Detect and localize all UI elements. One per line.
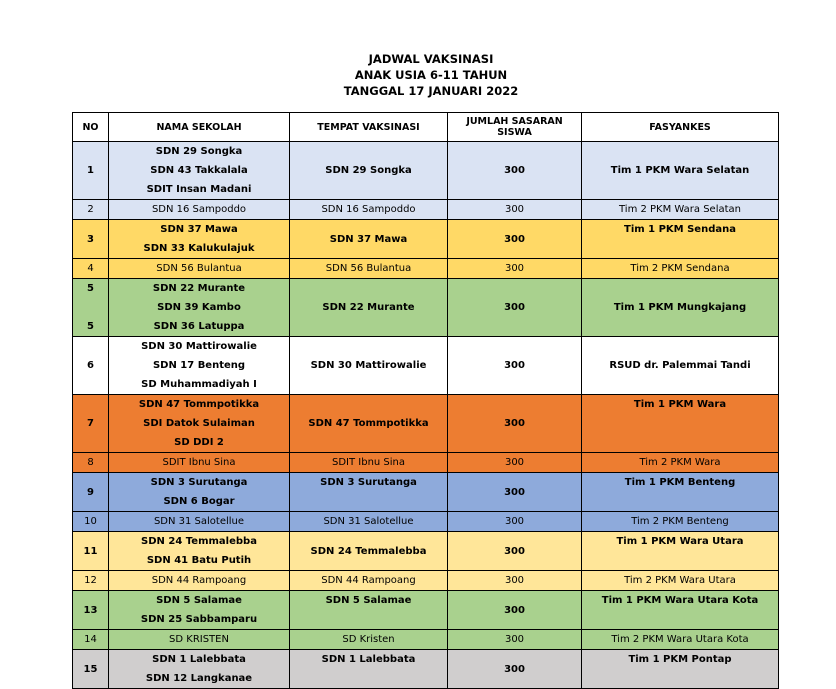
vaccination-schedule-table: [72, 112, 779, 689]
cell-no: 13: [73, 591, 109, 630]
cell-no: [73, 279, 109, 337]
school-name: SDN 24 Temmalebba: [141, 536, 257, 547]
school-name: SDN 25 Sabbamparu: [140, 614, 258, 625]
table-row: [73, 630, 779, 650]
table-row: [73, 200, 779, 220]
cell-tempat-vaksinasi: SDN 31 Salotellue: [290, 512, 448, 532]
cell-no: 2: [73, 200, 109, 220]
cell-jumlah: 300: [448, 571, 582, 591]
cell-tempat-vaksinasi: SDN 1 Lalebbata: [290, 650, 448, 689]
school-name: SDN 37 Mawa: [160, 224, 238, 235]
school-name: SDIT Insan Madani: [146, 184, 252, 195]
table-row: [73, 279, 779, 337]
school-name: SDN 39 Kambo: [157, 302, 241, 313]
cell-nama-sekolah: SDN 44 Rampoang: [109, 571, 290, 591]
school-name: SDN 30 Mattirowalie: [141, 341, 257, 352]
school-name: SDN 12 Langkanae: [145, 673, 253, 684]
table-row: [73, 395, 779, 453]
title-line-2: ANAK USIA 6-11 TAHUN: [354, 68, 508, 82]
cell-fasyankes: Tim 2 PKM Wara Utara Kota: [582, 630, 779, 650]
school-name: SDN 43 Takkalala: [150, 165, 248, 176]
cell-no: 12: [73, 571, 109, 591]
school-name: SDN 36 Latuppa: [153, 321, 245, 332]
table-row: [73, 142, 779, 200]
cell-tempat-vaksinasi: SDN 5 Salamae: [290, 591, 448, 630]
school-name: SDN 17 Benteng: [152, 360, 246, 371]
cell-nama-sekolah: SDN 56 Bulantua: [109, 259, 290, 279]
cell-no: 7: [73, 395, 109, 453]
cell-nama-sekolah: [109, 591, 290, 630]
cell-jumlah: 300: [448, 630, 582, 650]
header-fasyankes: FASYANKES: [582, 113, 779, 142]
table-row: [73, 512, 779, 532]
cell-tempat-vaksinasi: SD Kristen: [290, 630, 448, 650]
cell-no: 15: [73, 650, 109, 689]
title-line-1: JADWAL VAKSINASI: [368, 52, 494, 66]
school-name: SD Muhammadiyah I: [141, 379, 257, 390]
cell-fasyankes: Tim 1 PKM Benteng: [582, 473, 779, 512]
school-name: SDN 47 Tommpotikka: [138, 399, 260, 410]
cell-tempat-vaksinasi: SDN 56 Bulantua: [290, 259, 448, 279]
school-name: SDN 41 Batu Putih: [146, 555, 252, 566]
cell-tempat-vaksinasi: SDN 44 Rampoang: [290, 571, 448, 591]
cell-jumlah: 300: [448, 453, 582, 473]
cell-fasyankes: Tim 2 PKM Wara: [582, 453, 779, 473]
cell-nama-sekolah: SDIT Ibnu Sina: [109, 453, 290, 473]
cell-fasyankes: Tim 2 PKM Wara Selatan: [582, 200, 779, 220]
table-row: [73, 259, 779, 279]
table-row: [73, 453, 779, 473]
cell-jumlah: 300: [448, 512, 582, 532]
cell-tempat-vaksinasi: SDN 47 Tommpotikka: [290, 395, 448, 453]
school-name: SDN 29 Songka: [155, 146, 243, 157]
cell-no: 14: [73, 630, 109, 650]
school-name: SDN 6 Bogar: [163, 496, 235, 507]
cell-nama-sekolah: [109, 473, 290, 512]
cell-tempat-vaksinasi: SDN 37 Mawa: [290, 220, 448, 259]
cell-fasyankes: Tim 1 PKM Wara Utara: [582, 532, 779, 571]
header-jumlah-line2: SISWA: [497, 127, 532, 138]
cell-nama-sekolah: [109, 337, 290, 395]
cell-fasyankes: Tim 2 PKM Benteng: [582, 512, 779, 532]
cell-no: 8: [73, 453, 109, 473]
cell-no: 6: [73, 337, 109, 395]
school-name: SDN 22 Murante: [152, 283, 246, 294]
cell-tempat-vaksinasi: SDN 30 Mattirowalie: [290, 337, 448, 395]
cell-nama-sekolah: [109, 279, 290, 337]
school-name: SDI Datok Sulaiman: [143, 418, 255, 429]
table-row: [73, 650, 779, 689]
school-name: SDN 5 Salamae: [156, 595, 242, 606]
cell-no: 9: [73, 473, 109, 512]
school-name: SDN 3 Surutanga: [150, 477, 248, 488]
cell-fasyankes: Tim 2 PKM Wara Utara: [582, 571, 779, 591]
cell-jumlah: 300: [448, 650, 582, 689]
cell-tempat-vaksinasi: SDN 3 Surutanga: [290, 473, 448, 512]
cell-nama-sekolah: [109, 142, 290, 200]
school-name: SD DDI 2: [174, 437, 224, 448]
cell-jumlah: 300: [448, 259, 582, 279]
cell-nama-sekolah: [109, 220, 290, 259]
header-nama-sekolah: NAMA SEKOLAH: [109, 113, 290, 142]
school-name: SDN 33 Kalukulajuk: [143, 243, 255, 254]
cell-jumlah: 300: [448, 337, 582, 395]
header-jumlah-line1: JUMLAH SASARAN: [466, 116, 563, 127]
cell-tempat-vaksinasi: SDN 24 Temmalebba: [290, 532, 448, 571]
cell-nama-sekolah: SDN 31 Salotellue: [109, 512, 290, 532]
document-title: [0, 51, 836, 99]
cell-no: 4: [73, 259, 109, 279]
cell-nama-sekolah: [109, 532, 290, 571]
cell-no: 11: [73, 532, 109, 571]
header-tempat-vaksinasi: TEMPAT VAKSINASI: [290, 113, 448, 142]
cell-nama-sekolah: [109, 650, 290, 689]
cell-nama-sekolah: [109, 395, 290, 453]
title-line-3: TANGGAL 17 JANUARI 2022: [343, 84, 519, 98]
cell-fasyankes: Tim 1 PKM Wara Utara Kota: [582, 591, 779, 630]
header-row: [73, 113, 779, 142]
cell-jumlah: 300: [448, 591, 582, 630]
cell-fasyankes: Tim 1 PKM Mungkajang: [582, 279, 779, 337]
cell-nama-sekolah: SD KRISTEN: [109, 630, 290, 650]
table-row: [73, 591, 779, 630]
cell-fasyankes: Tim 2 PKM Sendana: [582, 259, 779, 279]
table-row: [73, 220, 779, 259]
cell-fasyankes: Tim 1 PKM Wara Selatan: [582, 142, 779, 200]
cell-tempat-vaksinasi: SDIT Ibnu Sina: [290, 453, 448, 473]
cell-jumlah: 300: [448, 200, 582, 220]
cell-no-bottom: 5: [87, 321, 94, 332]
cell-tempat-vaksinasi: SDN 22 Murante: [290, 279, 448, 337]
cell-nama-sekolah: SDN 16 Sampoddo: [109, 200, 290, 220]
cell-fasyankes: Tim 1 PKM Wara: [582, 395, 779, 453]
table-row: [73, 337, 779, 395]
cell-jumlah: 300: [448, 142, 582, 200]
table-row: [73, 532, 779, 571]
table-row: [73, 473, 779, 512]
header-no: NO: [73, 113, 109, 142]
school-name: SDN 1 Lalebbata: [152, 654, 246, 665]
cell-fasyankes: Tim 1 PKM Pontap: [582, 650, 779, 689]
cell-jumlah: 300: [448, 279, 582, 337]
cell-tempat-vaksinasi: SDN 29 Songka: [290, 142, 448, 200]
cell-no-top: 5: [87, 283, 94, 294]
header-jumlah-sasaran: [448, 113, 582, 142]
cell-fasyankes: Tim 1 PKM Sendana: [582, 220, 779, 259]
cell-jumlah: 300: [448, 395, 582, 453]
table-row: [73, 571, 779, 591]
cell-no: 3: [73, 220, 109, 259]
cell-fasyankes: RSUD dr. Palemmai Tandi: [582, 337, 779, 395]
cell-tempat-vaksinasi: SDN 16 Sampoddo: [290, 200, 448, 220]
cell-no: 1: [73, 142, 109, 200]
cell-jumlah: 300: [448, 220, 582, 259]
cell-jumlah: 300: [448, 532, 582, 571]
cell-no: 10: [73, 512, 109, 532]
cell-jumlah: 300: [448, 473, 582, 512]
